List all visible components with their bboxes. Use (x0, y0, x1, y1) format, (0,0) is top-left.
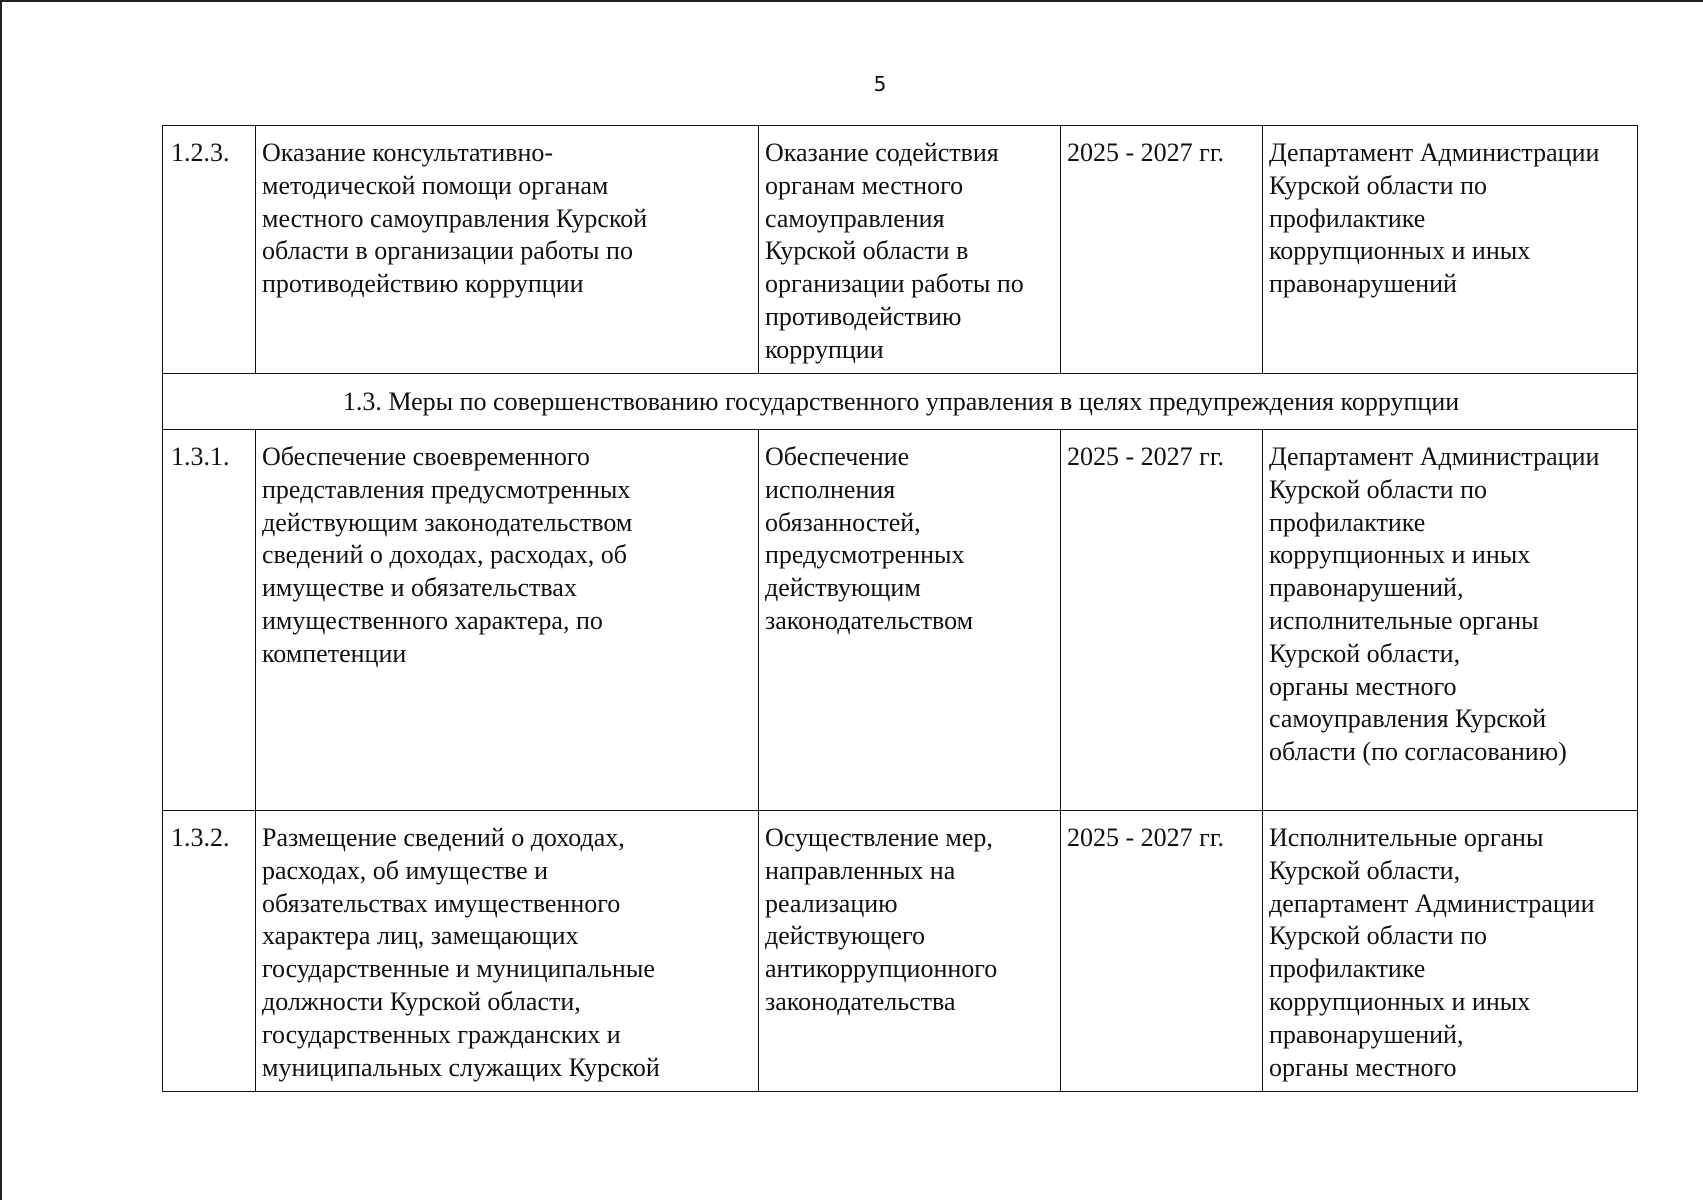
anticorruption-measures-table (162, 125, 1638, 1092)
scan-edge-left (0, 0, 2, 1200)
item-number: 1.2.3. (163, 126, 256, 374)
period-cell: 2025 - 2027 гг. (1061, 126, 1263, 374)
page-number: 5 (873, 72, 887, 96)
period-cell: 2025 - 2027 гг. (1061, 811, 1263, 1092)
responsible-cell: Департамент Администрации Курской области по профилактике коррупционных и иных правонарушений (1263, 126, 1638, 374)
activity-cell: Обеспечение своевременного представления предусмотренных действующим законодательством сведений о доходах, расходах, об имуществе и обязательствах имущественного характера, по компетенции (256, 430, 759, 811)
responsible-cell: Исполнительные органы Курской области, департамент Администрации Курской области по профилактике коррупционных и иных правонарушений, органы местного (1263, 811, 1638, 1092)
section-heading: 1.3. Меры по совершенствованию государственного управления в целях предупреждения коррупции (163, 374, 1638, 430)
item-number: 1.3.1. (163, 430, 256, 811)
result-cell: Оказание содействия органам местного самоуправления Курской области в организации работы по противодействию коррупции (759, 126, 1061, 374)
activity-cell: Оказание консультативно- методической помощи органам местного самоуправления Курской области в организации работы по противодействию коррупции (256, 126, 759, 374)
table-row (163, 126, 1638, 374)
result-cell: Обеспечение исполнения обязанностей, предусмотренных действующим законодательством (759, 430, 1061, 811)
table-row (163, 811, 1638, 1092)
item-number: 1.3.2. (163, 811, 256, 1092)
activity-cell: Размещение сведений о доходах, расходах, об имуществе и обязательствах имущественного характера лиц, замещающих государственные и муниципальные должности Курской области, государственных гражданских и муниципальных служащих Курской (256, 811, 759, 1092)
period-cell: 2025 - 2027 гг. (1061, 430, 1263, 811)
responsible-cell: Департамент Администрации Курской области по профилактике коррупционных и иных правонарушений, исполнительные органы Курской области, органы местного самоуправления Курской области (по согласованию) (1263, 430, 1638, 811)
section-heading-row (163, 374, 1638, 430)
result-cell: Осуществление мер, направленных на реализацию действующего антикоррупционного законодательства (759, 811, 1061, 1092)
table-row (163, 430, 1638, 811)
scan-edge-top (0, 0, 1703, 2)
